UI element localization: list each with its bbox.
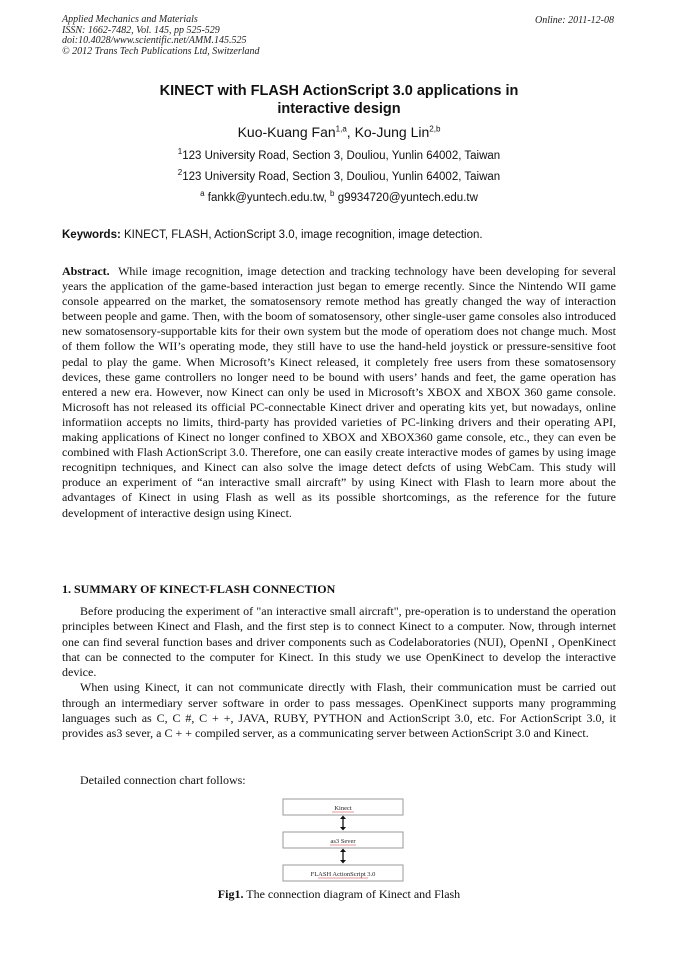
arrow-1-head-down: [340, 827, 346, 831]
section-1-para-1: Before producing the experiment of "an interactive small aircraft", pre-operation is to understand the operation principles between Kinect and Flash, and the first step is to connect Kinect to a computer. Now, through internet one can find several function bases and driver components such as Codelaboratories (NUI), OpenNI , OpenKinect that can be connected to the computer for Kinect. In this study we use OpenKinect to develop the interactive device.: [62, 604, 616, 680]
author-2: Ko-Jung Lin: [354, 124, 430, 140]
section-1-heading: 1. SUMMARY OF KINECT-FLASH CONNECTION: [62, 582, 336, 596]
title-line-2: interactive design: [277, 101, 401, 117]
arrow-2-head-down: [340, 860, 346, 864]
connection-diagram: [282, 798, 404, 882]
journal-header: [62, 15, 260, 57]
author-2-sup: 2,b: [429, 124, 441, 134]
email-line: [62, 189, 616, 204]
author-list: [62, 124, 616, 140]
arrow-1-head-up: [340, 816, 346, 820]
doi-line: doi:10.4028/www.scientific.net/AMM.145.525: [62, 35, 247, 46]
diagram-box-server: [283, 832, 403, 848]
keywords-text: KINECT, FLASH, ActionScript 3.0, image recognition, image detection.: [124, 229, 483, 241]
email-a: fankk@yuntech.edu.tw,: [207, 192, 327, 204]
affiliation-1: [62, 147, 616, 162]
diagram-box-kinect: [283, 799, 403, 815]
figure-caption: [62, 887, 616, 902]
journal-name: Applied Mechanics and Materials: [62, 14, 198, 25]
arrow-kinect-server: [340, 816, 346, 831]
paper-title: [62, 82, 616, 118]
email-b: g9934720@yuntech.edu.tw: [337, 192, 478, 204]
abstract: [62, 264, 616, 521]
box-server-label: as3 Sever: [330, 838, 356, 845]
affiliation-1-text: 123 University Road, Section 3, Douliou, Yunlin 64002, Taiwan: [182, 150, 501, 162]
online-date: Online: 2011-12-08: [535, 15, 614, 26]
box-flash-label: FLASH ActionScript 3.0: [310, 871, 376, 878]
diagram-box-flash: [283, 865, 403, 881]
author-1: Kuo-Kuang Fan: [237, 124, 336, 140]
abstract-text: While image recognition, image detection and tracking technology have been developing for several years the application of the game-based interaction just began to emerge recently. Since the Nintendo WII game console appearred on the market, the somatosensory remote method has greatly changed the way of interaction between people and game. Then, with the boom of somatosensory, other single-user game consoles also introduced new somatosensory-supportable kits for their own system but the mode of operatiom does not change much. Most of them follow the WII’s operating mode, they still have to use the hand-held joystick or pressure-sensitive foot pedal to play the game. When Microsoft’s Kinect released, it completely free users from these somatosensory devices, these game controllers no longer need to be bound with users’ hands and feet, the game operation has entered a new era. However, now Kinect can only be used in Microsoft’s XBOX and XBOX 360 game console. Microsoft has not released its official PC-connectable Kinect driver and operating kits yet, but nowadays, online informatiion accepts no limits, third-party has provided varieties of PC-linking drivers and their operating API, making applications of Kinect no longer confined to XBOX and XBOX360 game console, etc., they can even be combined with Flash ActionScript 3.0. Therefore, one can easily create interactive modes of games by using image recognitipn techniques, and Kinect can also solve the image detect defcts of using WebCam. This study will produce an experiment of “an interactive small aircraft” by using Kinect with Flash to learn more about the advantages of Kinect in using Flash as well as its possible shortcomings, as the reference for the future development of interactive design using Kinect.: [62, 264, 616, 520]
abstract-label: Abstract.: [62, 264, 110, 278]
caption-label: Fig1.: [217, 887, 244, 901]
section-1-body: [62, 604, 616, 742]
author-1-sup: 1,a: [335, 124, 347, 134]
section-1-para-2: When using Kinect, it can not communicate directly with Flash, their communication must be carried out through an intermediary server software in order to pass messages. OpenKinect supports many programming languages such as C, C #, C + +, JAVA, RUBY, PYTHON and ActionScript 3.0, etc. For ActionScript 3.0, it provides as3 sever, a C + + compiled server, as a communicating server between ActionScript 3.0 and Kinect.: [62, 680, 616, 741]
email-a-sup: a: [200, 189, 205, 199]
caption-text: The connection diagram of Kinect and Flash: [243, 887, 461, 901]
email-b-sup: b: [330, 189, 335, 199]
affiliation-1-sup: 1: [177, 147, 183, 157]
section-1-para-3-wrap: [62, 773, 616, 788]
affiliation-2-sup: 2: [177, 168, 183, 178]
author-separator: ,: [346, 124, 355, 140]
title-line-1: KINECT with FLASH ActionScript 3.0 applications in: [159, 83, 519, 99]
issn-line: ISSN: 1662-7482, Vol. 145, pp 525-529: [62, 24, 220, 36]
arrow-2-head-up: [340, 849, 346, 853]
arrow-server-flash: [340, 849, 346, 864]
keywords-label: Keywords:: [62, 229, 121, 241]
copyright-line: © 2012 Trans Tech Publications Ltd, Switzerland: [62, 45, 260, 57]
keywords: [62, 229, 616, 241]
section-1-para-3: Detailed connection chart follows:: [80, 773, 246, 787]
affiliation-2-text: 123 University Road, Section 3, Douliou, Yunlin 64002, Taiwan: [182, 171, 501, 183]
affiliation-2: [62, 168, 616, 183]
box-kinect-label: Kinect: [334, 805, 352, 812]
